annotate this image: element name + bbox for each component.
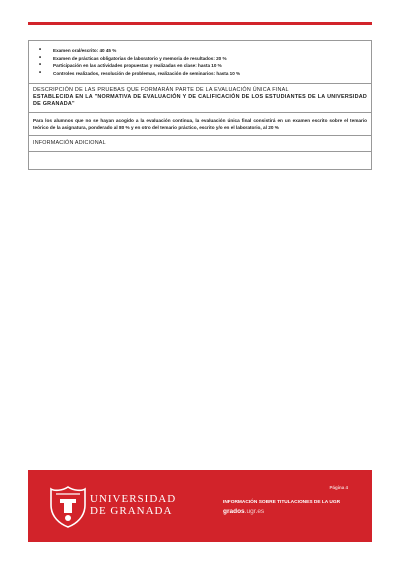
page-number: Página 4 bbox=[329, 485, 348, 490]
footer-banner bbox=[28, 470, 372, 542]
section-heading-descripcion bbox=[29, 84, 371, 113]
university-name-line-2: DE GRANADA bbox=[90, 505, 173, 517]
list-item: • Examen oral/escrito: 40 45 % bbox=[53, 47, 363, 55]
university-name-line-1: UNIVERSIDAD bbox=[90, 493, 177, 505]
evaluation-criteria-list bbox=[29, 41, 371, 83]
list-item: • Controles realizados, resolución de problemas, realización de seminarios: hasta 10 % bbox=[53, 70, 363, 78]
guide-table bbox=[28, 40, 372, 170]
evaluation-criteria-cell bbox=[29, 41, 371, 84]
header-rule bbox=[28, 22, 372, 25]
grados-link-bold: grados bbox=[223, 508, 245, 515]
list-item: • Participación en las actividades propuestas y realizadas en clase: hasta 10 % bbox=[53, 62, 363, 70]
titulaciones-info-title: INFORMACIÓN SOBRE TITULACIONES DE LA UGR bbox=[223, 500, 341, 505]
heading-line-1: DESCRIPCIÓN DE LAS PRUEBAS QUE FORMARÁN PARTE DE LA EVALUACIÓN ÚNICA FINAL bbox=[33, 87, 289, 93]
evaluacion-unica-paragraph: Para los alumnos que no se hayan acogido a la evaluación continua, la evaluación única final consistirá en un examen escrito sobre el temario teórico de la asignatura, ponderado al 80 % y en otro del temario práctico, escrito y/o en el laboratorio, al 20 % bbox=[29, 113, 371, 136]
heading-line-2: ESTABLECIDA EN LA "NORMATIVA DE EVALUACIÓN Y DE CALIFICACIÓN DE LOS ESTUDIANTES DE LA UNIVERSIDAD DE GRANADA" bbox=[33, 94, 367, 107]
list-item: • Examen de prácticas obligatorias de laboratorio y memoria de resultados: 20 % bbox=[53, 55, 363, 63]
section-heading-info-adicional: INFORMACIÓN ADICIONAL bbox=[29, 136, 371, 152]
grados-link[interactable] bbox=[223, 508, 264, 515]
university-crest-icon bbox=[48, 485, 88, 529]
grados-link-domain: .ugr.es bbox=[244, 508, 265, 515]
info-adicional-body bbox=[29, 152, 371, 169]
